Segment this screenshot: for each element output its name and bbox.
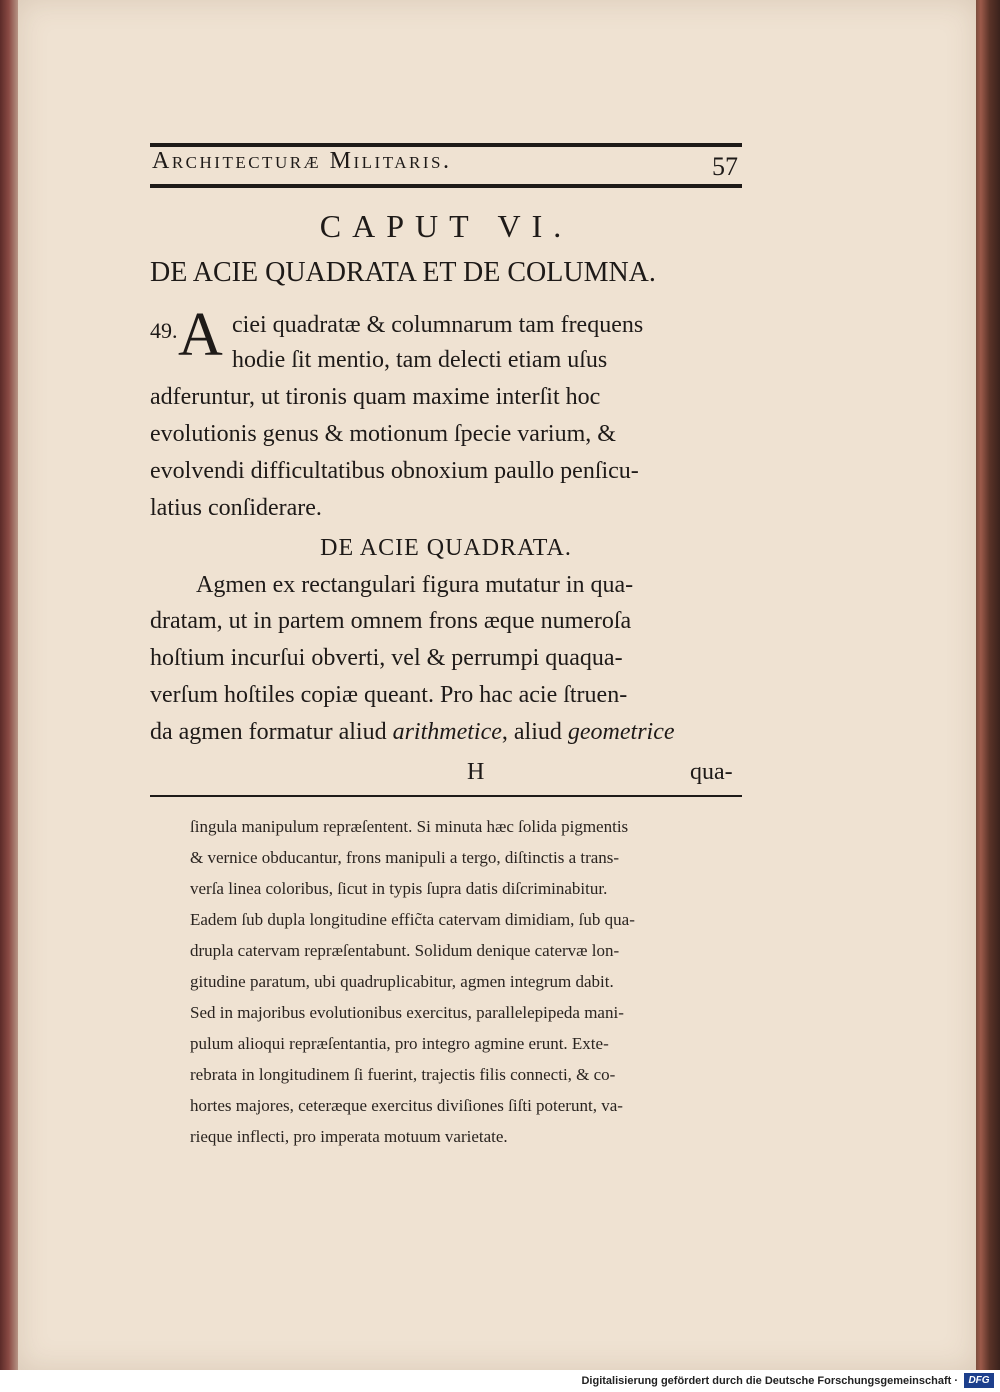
footnote-line: rieque inflecti, pro imperata motuum varietate.	[190, 1127, 508, 1146]
footnote-line: gitudine paratum, ubi quadruplicabitur, agmen integrum dabit.	[190, 972, 614, 991]
footnote-line: pulum alioqui repræſentantia, pro integro agmine erunt. Exte-	[190, 1034, 609, 1053]
text-line: evolvendi difficultatibus obnoxium paullo penſicu-	[150, 458, 639, 484]
funding-credit: Digitalisierung gefördert durch die Deutsche Forschungsgemeinschaft ·	[581, 1375, 958, 1387]
footnote-line: Eadem ſub dupla longitudine effic̃ta catervam dimidiam, ſub qua-	[190, 910, 635, 929]
footnote-line: Sed in majoribus evolutionibus exercitus, parallelepipeda mani-	[190, 1003, 624, 1022]
signature-mark: H	[467, 759, 485, 785]
footnote-line: verſa linea coloribus, ſicut in typis ſupra datis diſcriminabitur.	[190, 879, 608, 898]
footnote-rule	[150, 795, 742, 797]
page-number: 57	[712, 152, 738, 181]
chapter-title: DE ACIE QUADRATA ET DE COLUMNA.	[150, 257, 656, 288]
text-line: dratam, ut in partem omnem frons æque numeroſa	[150, 608, 632, 634]
section-number: 49.	[150, 318, 178, 343]
header-bottom-rule	[150, 184, 742, 188]
footnote-line: rebrata in longitudinem ſi fuerint, trajectis filis connecti, & co-	[190, 1065, 616, 1084]
text-segment: , aliud	[501, 719, 562, 745]
text-segment: da agmen formatur aliud	[150, 719, 387, 745]
text-line: adferuntur, ut tironis quam maxime interſit hoc	[150, 384, 601, 410]
footnote-line: & vernice obducantur, frons manipuli a tergo, diſtinctis a trans-	[190, 848, 620, 867]
chapter-heading: CAPUT VI.	[319, 208, 573, 244]
text-line: evolutionis genus & motionum ſpecie varium, &	[150, 421, 616, 447]
footnote-line: ſingula manipulum repræſentent. Si minuta hæc ſolida pigmentis	[190, 817, 629, 836]
text-line	[150, 717, 675, 747]
dfg-logo: DFG	[964, 1373, 994, 1388]
italic-word: arithmetice	[392, 719, 502, 745]
text-line: hodie ſit mentio, tam delecti etiam uſus	[232, 347, 608, 373]
footnote-line: drupla catervam repræſentabunt. Solidum denique catervæ lon-	[190, 941, 620, 960]
footnote-line: hortes majores, ceteræque exercitus diviſiones ſiſti poterunt, va-	[190, 1096, 623, 1115]
italic-word: geometrice	[567, 719, 675, 745]
catchword: qua-	[690, 759, 733, 785]
text-line: hoſtium incurſui obverti, vel & perrumpi quaqua-	[150, 645, 623, 671]
text-line: Agmen ex rectangulari figura mutatur in qua-	[196, 572, 634, 598]
text-line: latius conſiderare.	[150, 495, 322, 521]
drop-cap: A	[178, 301, 223, 369]
text-line: ciei quadratæ & columnarum tam frequens	[232, 312, 644, 338]
digitization-footer	[0, 1370, 1000, 1392]
header-top-rule	[150, 143, 742, 147]
text-line: verſum hoſtiles copiæ queant. Pro hac acie ſtruen-	[150, 682, 628, 708]
running-head: Architecturæ Militaris.	[152, 148, 452, 174]
section-subheading: DE ACIE QUADRATA.	[320, 535, 572, 561]
